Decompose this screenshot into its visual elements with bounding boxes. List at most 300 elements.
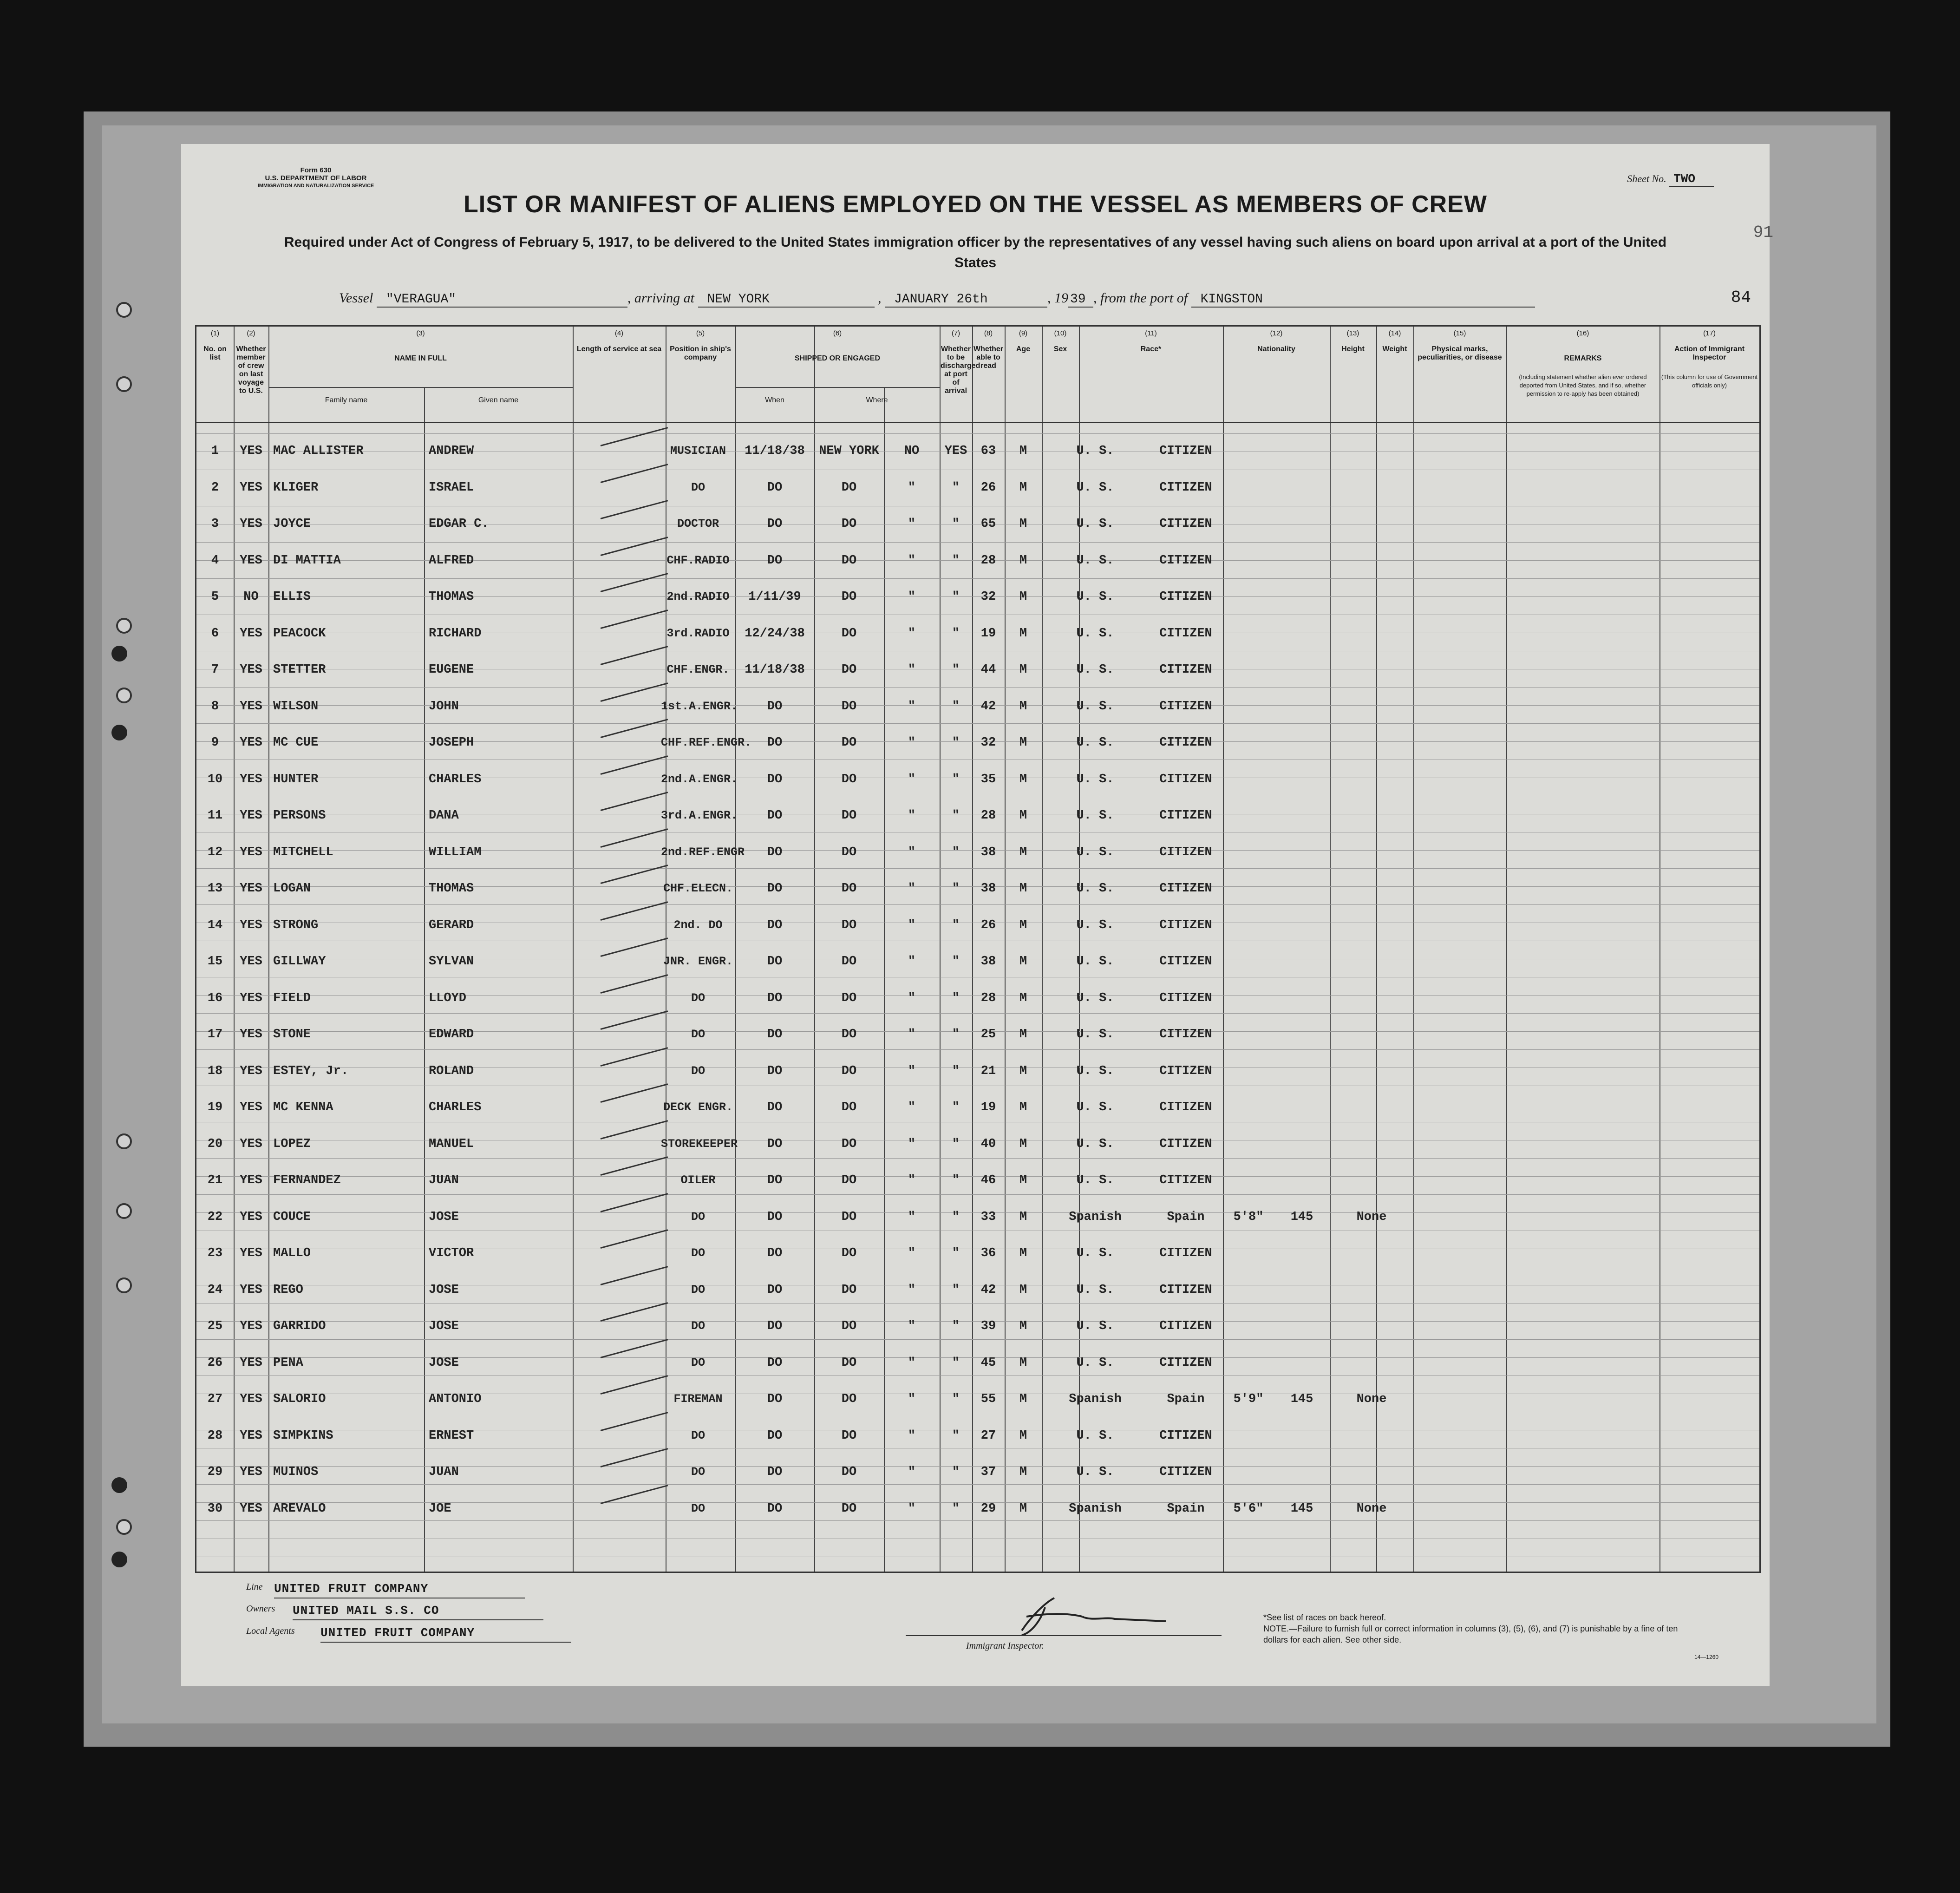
cell-pos: 3rd.A.ENGR. [661, 809, 738, 822]
cell-read: " [952, 991, 960, 1005]
cell-where: DO [841, 918, 857, 932]
cell-sex: M [1019, 1428, 1027, 1443]
cell-voy: YES [240, 1210, 262, 1224]
cell-when: DO [767, 480, 783, 495]
table-row [196, 1498, 1759, 1534]
cell-sex: M [1019, 699, 1027, 714]
cell-voy: NO [243, 590, 259, 604]
ruled-line [196, 433, 1759, 434]
cell-n: 4 [211, 553, 219, 568]
cell-where: DO [841, 955, 857, 969]
cell-family: MC CUE [273, 736, 319, 750]
cell-n: 5 [211, 590, 219, 604]
cell-sex: M [1019, 590, 1027, 604]
column-number: (15) [1453, 329, 1466, 337]
punch-hole [116, 1133, 132, 1149]
subheader-given: Given name [478, 396, 519, 404]
cell-read: " [952, 918, 960, 932]
footer-line [246, 1582, 571, 1598]
cell-where: DO [841, 1246, 857, 1260]
service-check-mark [601, 427, 668, 446]
cell-given: ANTONIO [429, 1392, 482, 1406]
cell-when: DO [767, 1100, 783, 1114]
cell-dis: " [908, 845, 916, 859]
cell-pos: STOREKEEPER [661, 1137, 738, 1151]
column-number: (6) [833, 329, 842, 337]
cell-family: ELLIS [273, 590, 311, 604]
cell-pos: DO [691, 1356, 705, 1369]
cell-nat: CITIZEN [1159, 444, 1212, 458]
cell-family: COUCE [273, 1210, 311, 1224]
cell-family: STRONG [273, 918, 319, 932]
cell-when: DO [767, 1283, 783, 1297]
cell-voy: YES [240, 444, 262, 458]
cell-where: DO [841, 1028, 857, 1041]
cell-dis: " [908, 626, 916, 641]
footer-owners-label: Owners [246, 1604, 275, 1614]
cell-read: " [952, 553, 960, 568]
cell-age: 29 [980, 1501, 996, 1516]
vessel-name: "VERAGUA" [377, 292, 627, 308]
cell-voy: YES [240, 772, 262, 786]
column-header: Age [1016, 345, 1031, 353]
cell-given: EUGENE [429, 663, 474, 677]
cell-n: 28 [207, 1428, 223, 1443]
cell-age: 38 [980, 882, 996, 896]
cell-nat: CITIZEN [1159, 1064, 1212, 1078]
column-header: Physical marks, peculiarities, or disease [1418, 345, 1502, 361]
cell-given: ROLAND [429, 1064, 474, 1078]
cell-nat: CITIZEN [1159, 1356, 1212, 1370]
cell-age: 40 [980, 1137, 996, 1151]
table-row [196, 477, 1759, 513]
arrival-year: 39 [1068, 292, 1093, 308]
inspector-signature [906, 1589, 1222, 1644]
column-number: (10) [1054, 329, 1067, 337]
cell-family: ESTEY, Jr. [273, 1064, 349, 1078]
cell-when: DO [767, 1064, 783, 1078]
cell-read: " [952, 1100, 960, 1114]
cell-dis: " [908, 1028, 916, 1041]
cell-race: U. S. [1076, 1028, 1114, 1041]
cell-pos: DO [691, 1319, 705, 1333]
cell-sex: M [1019, 736, 1027, 750]
footer-agents-value: UNITED FRUIT COMPANY [320, 1626, 475, 1640]
column-header: Length of service at sea [576, 345, 662, 353]
cell-sex: M [1019, 809, 1027, 823]
cell-family: MAC ALLISTER [273, 444, 364, 458]
cell-dis: " [908, 699, 916, 714]
cell-when: DO [767, 1173, 783, 1187]
cell-dis: NO [904, 444, 920, 458]
cell-n: 7 [211, 663, 219, 677]
cell-dis: " [908, 1246, 916, 1260]
table-row [196, 659, 1759, 695]
punch-hole [116, 1519, 132, 1535]
cell-nat: CITIZEN [1159, 1465, 1212, 1479]
cell-dis: " [908, 736, 916, 750]
margin-number-top: 91 [1753, 223, 1773, 242]
cell-given: LLOYD [429, 991, 467, 1005]
cell-n: 19 [207, 1100, 223, 1114]
cell-family: KLIGER [273, 480, 319, 495]
cell-n: 9 [211, 736, 219, 750]
cell-pos: DO [691, 1428, 705, 1442]
cell-when: DO [767, 517, 783, 531]
cell-given: JOHN [429, 699, 459, 714]
cell-where: DO [841, 626, 857, 641]
cell-where: DO [841, 699, 857, 714]
cell-read: " [952, 809, 960, 823]
cell-sex: M [1019, 517, 1027, 531]
cell-where: DO [841, 772, 857, 786]
cell-sex: M [1019, 1465, 1027, 1479]
from-port-label: , from the port of [1093, 290, 1188, 306]
cell-n: 29 [207, 1465, 223, 1479]
cell-given: THOMAS [429, 590, 474, 604]
cell-sex: M [1019, 1356, 1027, 1370]
table-row [196, 586, 1759, 622]
cell-age: 32 [980, 590, 996, 604]
cell-dis: " [908, 918, 916, 932]
cell-voy: YES [240, 918, 262, 932]
cell-voy: YES [240, 699, 262, 714]
cell-n: 11 [207, 809, 223, 823]
cell-voy: YES [240, 1246, 262, 1260]
punch-hole [116, 302, 132, 318]
cell-race: Spanish [1069, 1210, 1122, 1224]
cell-dis: " [908, 1173, 916, 1187]
cell-nat: CITIZEN [1159, 663, 1212, 677]
column-header: REMARKS [1564, 354, 1602, 362]
cell-race: U. S. [1076, 772, 1114, 786]
cell-n: 25 [207, 1319, 223, 1333]
cell-sex: M [1019, 1064, 1027, 1078]
cell-family: LOPEZ [273, 1137, 311, 1151]
cell-n: 23 [207, 1246, 223, 1260]
cell-nat: CITIZEN [1159, 517, 1212, 531]
manifest-sheet [181, 144, 1773, 1686]
cell-age: 27 [980, 1428, 996, 1443]
cell-when: DO [767, 845, 783, 859]
cell-when: DO [767, 1465, 783, 1479]
punch-hole [116, 688, 132, 703]
cell-sex: M [1019, 626, 1027, 641]
cell-voy: YES [240, 1465, 262, 1479]
cell-when: 12/24/38 [745, 626, 805, 641]
cell-n: 1 [211, 444, 219, 458]
cell-age: 32 [980, 736, 996, 750]
cell-dis: " [908, 1283, 916, 1297]
cell-dis: " [908, 1465, 916, 1479]
table-row [196, 988, 1759, 1024]
cell-pos: JNR. ENGR. [663, 955, 733, 968]
cell-voy: YES [240, 626, 262, 641]
cell-race: U. S. [1076, 626, 1114, 641]
cell-read: " [952, 1356, 960, 1370]
cell-n: 16 [207, 991, 223, 1005]
cell-sex: M [1019, 1319, 1027, 1333]
table-row [196, 842, 1759, 878]
cell-n: 10 [207, 772, 223, 786]
cell-given: CHARLES [429, 772, 482, 786]
sheet-number-label: Sheet No. [1627, 173, 1666, 184]
cell-given: THOMAS [429, 882, 474, 896]
punch-hole [111, 1552, 127, 1567]
cell-voy: YES [240, 736, 262, 750]
cell-dis: " [908, 1428, 916, 1443]
cell-read: " [952, 1137, 960, 1151]
cell-sex: M [1019, 1028, 1027, 1041]
cell-n: 8 [211, 699, 219, 714]
inspector-label: Immigrant Inspector. [966, 1641, 1044, 1651]
cell-read: YES [944, 444, 967, 458]
crew-manifest-table [195, 325, 1761, 1573]
cell-when: 1/11/39 [748, 590, 801, 604]
footer-notes [1263, 1612, 1700, 1645]
cell-sex: M [1019, 1501, 1027, 1516]
cell-nat: CITIZEN [1159, 955, 1212, 969]
cell-where: DO [841, 882, 857, 896]
table-row [196, 550, 1759, 586]
column-header: Whether to be discharged at port of arrival [941, 345, 980, 395]
cell-dis: " [908, 1064, 916, 1078]
table-row [196, 1024, 1759, 1060]
punch-hole [116, 1277, 132, 1293]
cell-family: GILLWAY [273, 955, 326, 969]
cell-n: 2 [211, 480, 219, 495]
cell-sex: M [1019, 882, 1027, 896]
cell-pos: OILER [680, 1173, 716, 1187]
cell-read: " [952, 1210, 960, 1224]
cell-voy: YES [240, 1319, 262, 1333]
margin-number: 84 [1731, 288, 1751, 307]
column-header: Nationality [1257, 345, 1295, 353]
cell-age: 42 [980, 699, 996, 714]
cell-voy: YES [240, 663, 262, 677]
cell-read: " [952, 1465, 960, 1479]
cell-voy: YES [240, 809, 262, 823]
footer-agents-label: Local Agents [246, 1626, 295, 1636]
sheet-number-value: TWO [1669, 172, 1714, 187]
cell-where: DO [841, 590, 857, 604]
cell-voy: YES [240, 1283, 262, 1297]
cell-pos: CHF.REF.ENGR. [661, 736, 752, 749]
cell-given: JOSE [429, 1283, 459, 1297]
cell-nat: CITIZEN [1159, 1137, 1212, 1151]
cell-nat: CITIZEN [1159, 991, 1212, 1005]
column-number: (2) [247, 329, 255, 337]
cell-race: U. S. [1076, 1137, 1114, 1151]
cell-read: " [952, 1501, 960, 1516]
cell-voy: YES [240, 1501, 262, 1516]
cell-pos: DO [691, 1246, 705, 1260]
cell-pos: 2nd.RADIO [666, 590, 730, 603]
cell-n: 17 [207, 1028, 223, 1041]
cell-given: WILLIAM [429, 845, 482, 859]
cell-where: NEW YORK [819, 444, 879, 458]
cell-nat: CITIZEN [1159, 480, 1212, 495]
cell-n: 27 [207, 1392, 223, 1406]
cell-n: 3 [211, 517, 219, 531]
cell-family: REGO [273, 1283, 303, 1297]
subheader-inspector-note: (This column for use of Government officials only) [1661, 373, 1758, 389]
cell-read: " [952, 663, 960, 677]
punch-hole [116, 1203, 132, 1219]
cell-age: 46 [980, 1173, 996, 1187]
column-header: Race* [1140, 345, 1162, 353]
cell-sex: M [1019, 1283, 1027, 1297]
cell-n: 6 [211, 626, 219, 641]
cell-given: JUAN [429, 1173, 459, 1187]
cell-when: DO [767, 1319, 783, 1333]
table-row [196, 623, 1759, 659]
column-number: (7) [951, 329, 960, 337]
cell-where: DO [841, 736, 857, 750]
cell-dis: " [908, 480, 916, 495]
cell-age: 33 [980, 1210, 996, 1224]
cell-given: JOSEPH [429, 736, 474, 750]
page-subtitle: Required under Act of Congress of February 5, 1917, to be delivered to the United States immigration officer by the representatives of any vessel having such aliens on board upon arrival at a port of the United States [284, 235, 1667, 270]
cell-family: MALLO [273, 1246, 311, 1260]
cell-when: DO [767, 1501, 783, 1516]
cell-given: JOE [429, 1501, 451, 1516]
cell-read: " [952, 955, 960, 969]
cell-when: 11/18/38 [745, 444, 805, 458]
form-number: Form 630 [300, 166, 332, 174]
cell-sex: M [1019, 480, 1027, 495]
vessel-line: Vessel "VERAGUA" , arriving at NEW YORK , JANUARY 26th , 19 39 , from the port of KINGSTON [339, 290, 1535, 308]
footer-agents [246, 1626, 599, 1643]
cell-age: 36 [980, 1246, 996, 1260]
cell-age: 21 [980, 1064, 996, 1078]
column-number: (9) [1019, 329, 1028, 337]
cell-given: RICHARD [429, 626, 482, 641]
column-number: (1) [210, 329, 220, 337]
column-number: (14) [1388, 329, 1401, 337]
cell-sex: M [1019, 845, 1027, 859]
table-row [196, 805, 1759, 841]
inspector-signature-line [906, 1635, 1222, 1636]
cell-pos: MUSICIAN [670, 444, 726, 458]
punch-hole [111, 646, 127, 662]
cell-race: U. S. [1076, 699, 1114, 714]
column-header: Height [1341, 345, 1365, 353]
cell-where: DO [841, 1064, 857, 1078]
cell-ht: 5'8" [1233, 1210, 1264, 1224]
cell-sex: M [1019, 1392, 1027, 1406]
cell-family: FERNANDEZ [273, 1173, 341, 1187]
footer-owners-value: UNITED MAIL S.S. CO [293, 1604, 439, 1618]
cell-nat: CITIZEN [1159, 553, 1212, 568]
cell-pos: FIREMAN [673, 1392, 723, 1406]
cell-where: DO [841, 1319, 857, 1333]
table-row [196, 878, 1759, 914]
cell-family: WILSON [273, 699, 319, 714]
cell-given: ALFRED [429, 553, 474, 568]
cell-race: U. S. [1076, 517, 1114, 531]
cell-age: 38 [980, 845, 996, 859]
cell-read: " [952, 1246, 960, 1260]
cell-where: DO [841, 553, 857, 568]
cell-race: U. S. [1076, 1465, 1114, 1479]
cell-family: STONE [273, 1028, 311, 1041]
cell-where: DO [841, 1137, 857, 1151]
column-header: Action of Immigrant Inspector [1674, 345, 1745, 361]
cell-dis: " [908, 809, 916, 823]
cell-given: JOSE [429, 1356, 459, 1370]
cell-age: 28 [980, 809, 996, 823]
cell-race: U. S. [1076, 444, 1114, 458]
cell-where: DO [841, 517, 857, 531]
cell-read: " [952, 1319, 960, 1333]
cell-where: DO [841, 1392, 857, 1406]
cell-nat: CITIZEN [1159, 809, 1212, 823]
column-number: (16) [1576, 329, 1589, 337]
cell-age: 45 [980, 1356, 996, 1370]
races-note: *See list of races on back hereof. [1263, 1613, 1386, 1622]
column-number: (17) [1703, 329, 1716, 337]
cell-when: DO [767, 918, 783, 932]
cell-given: ANDREW [429, 444, 474, 458]
cell-race: U. S. [1076, 1100, 1114, 1114]
footer-line-value: UNITED FRUIT COMPANY [274, 1582, 429, 1596]
sheet-number [1627, 172, 1714, 186]
table-row [196, 1170, 1759, 1206]
cell-where: DO [841, 991, 857, 1005]
cell-where: DO [841, 480, 857, 495]
cell-age: 38 [980, 955, 996, 969]
cell-marks: None [1356, 1501, 1387, 1516]
name-subdivider [268, 387, 573, 388]
cell-voy: YES [240, 1428, 262, 1443]
cell-where: DO [841, 1100, 857, 1114]
cell-nat: CITIZEN [1159, 699, 1212, 714]
cell-where: DO [841, 809, 857, 823]
table-row [196, 440, 1759, 477]
cell-voy: YES [240, 553, 262, 568]
cell-voy: YES [240, 1100, 262, 1114]
cell-race: U. S. [1076, 991, 1114, 1005]
cell-nat: CITIZEN [1159, 1319, 1212, 1333]
cell-age: 65 [980, 517, 996, 531]
cell-given: ISRAEL [429, 480, 474, 495]
cell-pos: CHF.ENGR. [666, 663, 730, 676]
punch-hole [116, 376, 132, 392]
cell-dis: " [908, 553, 916, 568]
column-number: (12) [1270, 329, 1283, 337]
cell-when: DO [767, 955, 783, 969]
cell-read: " [952, 1028, 960, 1041]
cell-age: 26 [980, 480, 996, 495]
cell-family: PERSONS [273, 809, 326, 823]
column-header: Position in ship's company [670, 345, 731, 361]
penalty-note: NOTE.—Failure to furnish full or correct information in columns (3), (5), (6), and (7) is punishable by a fine of ten dollars for each alien. See other side. [1263, 1624, 1678, 1644]
cell-read: " [952, 590, 960, 604]
service: IMMIGRATION AND NATURALIZATION SERVICE [257, 183, 374, 189]
column-number: (8) [984, 329, 993, 337]
cell-family: MUINOS [273, 1465, 319, 1479]
table-row [196, 732, 1759, 768]
cell-sex: M [1019, 1100, 1027, 1114]
column-number: (5) [696, 329, 705, 337]
cell-sex: M [1019, 955, 1027, 969]
cell-voy: YES [240, 1028, 262, 1041]
cell-race: U. S. [1076, 590, 1114, 604]
cell-family: STETTER [273, 663, 326, 677]
cell-given: JOSE [429, 1319, 459, 1333]
cell-n: 15 [207, 955, 223, 969]
